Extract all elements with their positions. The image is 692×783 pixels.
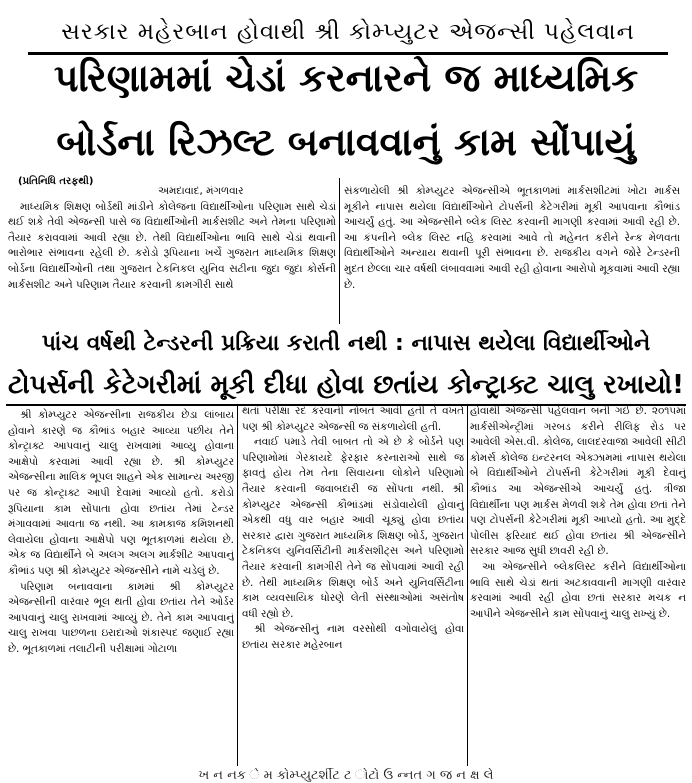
dateline: અમદાવાદ, મંગળવાર: [158, 185, 244, 197]
body-paragraph: શ્રી કોમ્પ્યુટર એજન્સીના રાજકીય છેડા લાંબાય હોવાને કારણે જ કૌભાંડ બહાર આવ્યા પછીય તેને કોન્ટ્રાક્ટ આપવાનું ચાલુ રાખવામાં આવ્યુ હોવાના આક્ષેપો કરવામાં આવી રહ્યા છે. શ્રી કોમ્પ્યુટર એજન્સીના માલિક ભૂપલ શાહને એક સામાન્ય અરજી પર જ કોન્ટ્રાક્ટ આપી દેવામાં આવ્યો હતો. કરોડો રૂપિયાના કામ સોંપાતા હોવા છતાંય તેમાં ટેન્ડર મંગાવવામાં આવતા જ નથી. આ કામકાજ કમિશનથી લેવાયેલા હોવાના આક્ષેપો પણ ભૂતકાળમાં થયેલા છે. એક જ વિદ્યાર્થીને બે અલગ અલગ માર્કશીટ આપવાનું કૌભાંડ પણ શ્રી કોમ્પ્યુટર એજન્સીને નામે ચડેલું છે.: [8, 409, 234, 577]
headline-line-2: બોર્ડના રિઝલ્ટ બનાવવાનું કામ સોંપાયું: [56, 120, 636, 164]
intro-column-2: [344, 184, 680, 322]
headline-line-1: પરિણામમાં ચેડાં કરનારને જ માધ્યમિક: [53, 56, 639, 100]
subhead-line-1: પાંચ વર્ષથી ટેન્ડરની પ્રક્રિયા કરાતી નથી : નાપાસ થયેલા વિદ્યાર્થીઓને: [41, 331, 651, 356]
byline: (પ્રતિનિધિ તરફથી): [18, 176, 94, 187]
body-column-3: [470, 404, 686, 764]
intro-paragraph-2: સંકળાયેલી શ્રી કોમ્પ્યુટર એજન્સીએ ભૂતકાળમાં માર્કસશીટમાં ખોટા માર્કસ મૂકીને નાપાસ થયેલા વિદ્યાર્થીઓને ટોપર્સની કેટેગરીમાં મૂકી આપવાના કૌભાંડ આચર્યું હતું. આ એજન્સીને બ્લેક લિસ્ટ કરવાની માગણી કરવામાં આવી રહી છે. આ કંપનીને બ્લેક લિસ્ટ નહિ કરવામાં આવે તો મહેનત કરીને રેન્ક મેળવતા વિદ્યાર્થીઓને અન્યાય થવાની પૂરી સંભાવના છે. રાજકીય વગને જોરે ટેન્ડરની મુદત છેલ્લા ચાર વર્ષથી લંબાવવામાં આવી રહી હોવાના આરોપો મૂકવામાં આવી રહ્યા છે.: [344, 185, 680, 291]
subhead-line-2: ટોપર્સની કેટેગરીમાં મૂકી દીધા હોવા છતાંય કોન્ટ્રાક્ટ ચાલુ રખાયો!: [7, 370, 685, 400]
column-divider: [237, 404, 238, 766]
body-column-2: [242, 404, 464, 764]
body-paragraph: હોવાથી એજન્સી પહેલવાન બની ગઈ છે. ૨૦૧૫માં માર્કસીએન્ટ્રીમાં ગરબડ કરીને રીલિફ રોડ પર આવેલી એસ.વી. કોલેજ, લાલદરવાજા આવેલી સીટી કોમર્સ કોલેજ ઇન્ટરનલ એક્ઝામમાં નાપાસ થયેલા બે વિદ્યાર્થીઓને ટોપર્સની કેટેગરીમાં મૂકી દેવાનું કૌભાંડ આ એજન્સીએ આચર્યું હતું. ત્રીજા વિદ્યાર્થીના પણ માર્કસ મેળવી શકે તેમ હોવા છતાં તેને પણ ટોપર્સની કેટેગરીમાં મૂકી આપ્યો હતો. આ મુદ્દે પોલીસ ફરિયાદ થઈ હોવા છતાંય શ્રી એજન્સીને સરકાર આજ સુધી છાવરી રહી છે.: [470, 405, 686, 558]
body-paragraph: શ્રી એજન્સીનું નામ વરસોથી વગોવાયેલું હોવા છતાંય સરકાર મહેરબાન: [242, 623, 464, 651]
intro-paragraph-1: માધ્યમિક શિક્ષણ બોર્ડથી માંડીને કોલેજના વિદ્યાર્થીઓના પરિણામ સાથે ચેડાં થઈ શકે તેવી એજન્સી પાસે જ વિદ્યાર્થીઓની માર્કસશીટ અને તેમના પરિણામો તૈયાર કરાવવામાં આવી રહ્યા છે. તેથી વિદ્યાર્થીઓના ભાવિ સાથે ચેડાં થવાની ભારોભાર સંભાવના રહેલી છે. કરોડો રૂપિયાના ખર્ચે ગુજરાત માધ્યમિક શિક્ષણ બોર્ડના વિદ્યાર્થીઓની તથા ગુજરાત ટેકનિકલ યુનિવ સટીના જુદા જુદા કોર્સની માર્કસશીટ અને પરિણામ તૈયાર કરવાની કામગીરી સાથે: [8, 200, 336, 291]
kicker-line: સરકાર મહેરબાન હોવાથી શ્રી કોમ્પ્યુટર એજન્સી પહેલવાન: [28, 12, 668, 55]
cut-off-next-headline: ખ ન નક ે મ કોમ્પ્યુટર્શીટ ટ ોટો ઉ ન્નત ગ જ ન ક્ષ લે: [198, 768, 494, 783]
body-paragraph: આ એજન્સીને બ્લેકલિસ્ટ કરીને વિદ્યાર્થીઓના ભાવિ સાથે ચેડાં થતાં અટકાવવાની માગણી વારંવાર કરવામાં આવી રહી હોવા છતાં સરકાર મચક ન આપીને એજન્સીને કામ સોંપવાનું ચાલુ રાખ્યું છે.: [470, 560, 686, 620]
column-divider: [339, 178, 340, 324]
intro-column-1: [8, 184, 336, 322]
column-divider: [467, 404, 468, 766]
body-paragraph: પરિણામ બનાવવાના કામમાં શ્રી કોમ્પ્યુટર એજન્સીની વારંવાર ભૂલ થતી હોવા છતાંય તેને ઓર્ડર આપવાનું ચાલુ રાખવામાં આવ્યું છે. તેને કામ આપવાનું ચાલુ રાખવા પાછળના ઇરાદાઓ શંકાસ્પદ જણાઈ રહ્યા છે. ભૂતકાળમાં તલાટીની પરીક્ષામાં ગોટાળા: [8, 580, 234, 655]
body-column-1: [8, 408, 234, 764]
body-paragraph: થતાં પરીક્ષા રદ કરવાની નોબત આવી હતી તે વખતે પણ શ્રી કોમ્પ્યુટર એજન્સી જ સંકળાયેલી હતી.: [242, 405, 464, 433]
body-paragraph: નવાઈ પમાડે તેવી બાબત તો એ છે કે બોર્ડને પણ પરિણામોમાં ગેરકાયદે ફેરફાર કરનારાઓ સાથે જ ફાવતું હોય તેમ તેના સિવાયના લોકોને પરિણામો તૈયાર કરવાની જવાબદારી જ સોંપતા નથી. શ્રી કોમ્પ્યુટર એજન્સી કૌભાંડમાં સંડોવાયેલી હોવાનું એકથી વધુ વાર બહાર આવી ચૂક્યું હોવા છતાંય સરકાર દ્વારા ગુજરાત માધ્યમિક શિક્ષણ બોર્ડ, ગુજરાત ટેકનિકલ યુનિવર્સિટીની માર્કસશીટ્સ અને પરિણામો તૈયાર કરવાની કામગીરી તેને જ સોંપવામાં આવી રહી છે. તેથી માધ્યમિક શિક્ષણ બોર્ડ અને યુનિવર્સિટીના કામ વ્યવસાયિક ધોરણે લેતી સંસ્થાઓમાં અસંતોષ વધી રહ્યો છે.: [242, 436, 464, 620]
